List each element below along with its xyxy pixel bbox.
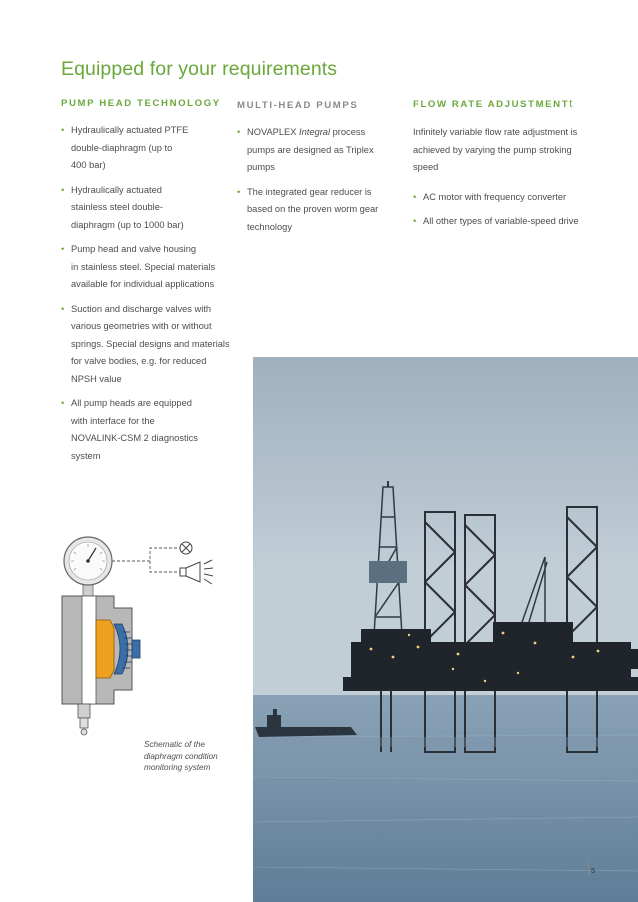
offshore-rig-photo <box>253 357 638 902</box>
flow-rate-heading <box>413 98 572 110</box>
list-item <box>237 184 397 237</box>
flow-rate-column <box>413 124 613 238</box>
list-item: • All other types of variable-speed drive <box>413 213 613 231</box>
pump-head-heading: PUMP HEAD TECHNOLOGY <box>61 98 221 109</box>
caption-line: Schematic of the <box>144 740 205 749</box>
product-name: NOVAPLEX <box>247 127 300 137</box>
list-item-text: process <box>330 127 366 137</box>
list-item <box>61 395 233 465</box>
multi-head-column <box>237 124 397 243</box>
pressure-gauge-icon <box>64 537 112 596</box>
list-item-line <box>247 124 397 142</box>
signal-lamp-icon <box>180 542 192 554</box>
multi-head-heading: MULTI-HEAD PUMPS <box>237 100 359 111</box>
pump-head-list <box>61 122 233 465</box>
list-item-line: • Hydraulically actuated PTFE <box>71 125 189 135</box>
list-item-line: • The integrated gear reducer is <box>247 186 372 197</box>
page-number-rule <box>588 858 589 876</box>
list-item-line: technology <box>247 221 292 232</box>
list-item-line: pumps <box>247 162 275 172</box>
page-number: 5 <box>591 866 596 875</box>
list-item-line: based on the proven worm gear <box>247 204 379 214</box>
list-item-line: with interface for the <box>71 415 155 426</box>
intro-line: Infinitely variable flow rate adjustment is <box>413 127 578 137</box>
intro-line: speed <box>413 162 439 172</box>
list-item-line: 400 bar) <box>71 160 106 170</box>
list-item <box>61 122 233 175</box>
list-item: • AC motor with frequency converter <box>413 189 613 207</box>
pump-head-column <box>61 122 233 472</box>
list-item-line: • Pump head and valve housing <box>71 244 197 254</box>
list-item-line: double-diaphragm (up to <box>71 142 173 153</box>
list-item-line: springs. Special designs and materials <box>71 338 230 349</box>
list-item-line: stainless steel double- <box>71 202 163 212</box>
multi-head-list <box>237 124 397 236</box>
caption-line: diaphragm condition <box>144 751 218 761</box>
list-item-line: in stainless steel. Special materials <box>71 261 216 272</box>
page-title: Equipped for your requirements <box>61 58 338 80</box>
product-variant: Integral <box>299 127 331 137</box>
list-item-line: NOVALINK-CSM 2 diagnostics <box>71 433 198 443</box>
list-item-line: for valve bodies, e.g. for reduced <box>71 356 207 366</box>
diaphragm-schematic <box>52 528 227 743</box>
derrick-cabin <box>369 561 407 583</box>
list-item-line: various geometries with or without <box>71 321 212 331</box>
list-item-line: available for individual applications <box>71 279 215 289</box>
list-item <box>61 301 233 389</box>
signal-horn-icon <box>180 560 213 584</box>
pump-head-housing <box>62 596 140 735</box>
list-item <box>61 241 233 294</box>
list-item-line: system <box>71 450 101 461</box>
flow-rate-list <box>413 189 613 231</box>
signal-lines <box>112 548 180 572</box>
list-item <box>237 124 397 177</box>
list-item-line: • Hydraulically actuated <box>71 184 162 195</box>
flow-rate-intro <box>413 124 613 177</box>
caption-line: monitoring system <box>144 763 211 772</box>
list-item-line: • All pump heads are equipped <box>71 398 192 408</box>
list-item-line: diaphragm (up to 1000 bar) <box>71 219 184 230</box>
flow-rate-heading-text: FLOW RATE ADJUSTMENT <box>413 99 570 110</box>
intro-line: achieved by varying the pump stroking <box>413 144 572 155</box>
list-item-line: NPSH value <box>71 373 122 384</box>
list-item-line: pumps are designed as Triplex <box>247 144 374 155</box>
list-item-line: • Suction and discharge valves with <box>71 303 212 314</box>
flow-rate-heading-tail: t <box>569 98 573 110</box>
list-item <box>61 182 233 235</box>
schematic-caption <box>144 739 218 774</box>
